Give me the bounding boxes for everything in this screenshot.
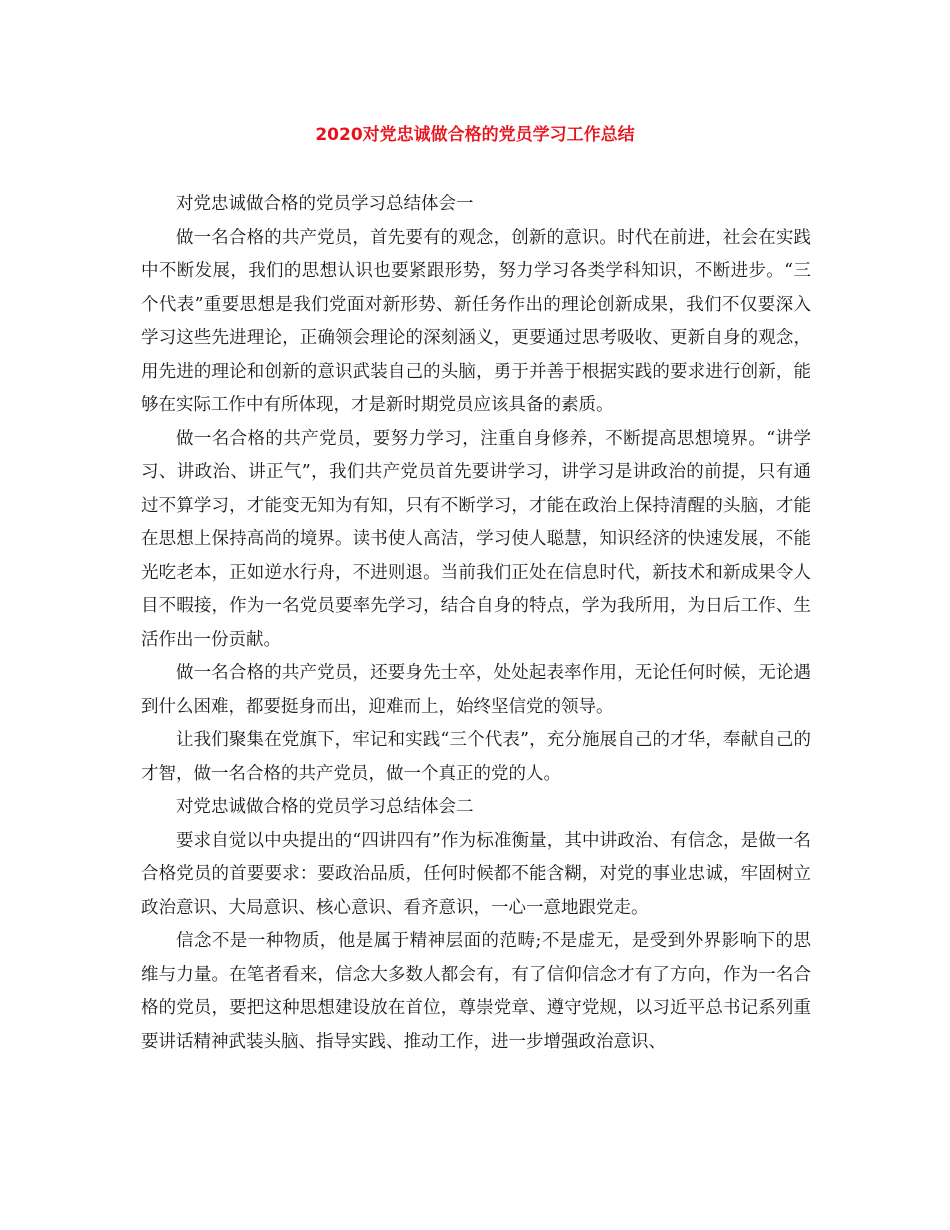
paragraph: 做一名合格的共产党员，首先要有的观念，创新的意识。时代在前进，社会在实践中不断发展，我们的思想认识也要紧跟形势，努力学习各类学科知识，不断进步。“三个代表”重要思想是我们党面对新形势、新任务作出的理论创新成果，我们不仅要深入学习这些先进理论，正确领会理论的深刻涵义，更要通过思考吸收、更新自身的观念，用先进的理论和创新的意识武装自己的头脑，勇于并善于根据实践的要求进行创新，能够在实际工作中有所体现，才是新时期党员应该具备的素质。 (141, 227, 811, 415)
paragraph: 要求自觉以中央提出的“四讲四有”作为标准衡量，其中讲政治、有信念，是做一名合格党员的首要要求：要政治品质，任何时候都不能含糊，对党的事业忠诚，牢固树立政治意识、大局意识、核心意识、看齐意识，一心一意地跟党走。 (141, 830, 811, 918)
paragraph: 信念不是一种物质，他是属于精神层面的范畴;不是虚无，是受到外界影响下的思维与力量。在笔者看来，信念大多数人都会有，有了信仰信念才有了方向，作为一名合格的党员，要把这种思想建设放在首位，尊崇党章、遵守党规，以习近平总书记系列重要讲话精神武装头脑、指导实践、推动工作，进一步增强政治意识、 (141, 931, 811, 1052)
document-title: 2020对党忠诚做合格的党员学习工作总结 (315, 125, 635, 145)
paragraph: 让我们聚集在党旗下，牢记和实践“三个代表”，充分施展自己的才华，奉献自己的才智，做一名合格的共产党员，做一个真正的党的人。 (141, 730, 811, 784)
section-heading-2: 对党忠诚做合格的党员学习总结体会二 (176, 797, 474, 817)
document-body (141, 188, 811, 1059)
section-heading-1: 对党忠诚做合格的党员学习总结体会一 (176, 194, 474, 214)
paragraph: 做一名合格的共产党员，还要身先士卒，处处起表率作用，无论任何时候，无论遇到什么困难，都要挺身而出，迎难而上，始终坚信党的领导。 (141, 663, 811, 717)
paragraph: 做一名合格的共产党员，要努力学习，注重自身修养，不断提高思想境界。“讲学习、讲政治、讲正气”，我们共产党员首先要讲学习，讲学习是讲政治的前提，只有通过不算学习，才能变无知为有知，只有不断学习，才能在政治上保持清醒的头脑，才能在思想上保持高尚的境界。读书使人高洁，学习使人聪慧，知识经济的快速发展，不能光吃老本，正如逆水行舟，不进则退。当前我们正处在信息时代，新技术和新成果令人目不暇接，作为一名党员要率先学习，结合自身的特点，学为我所用，为日后工作、生活作出一份贡献。 (141, 428, 811, 650)
